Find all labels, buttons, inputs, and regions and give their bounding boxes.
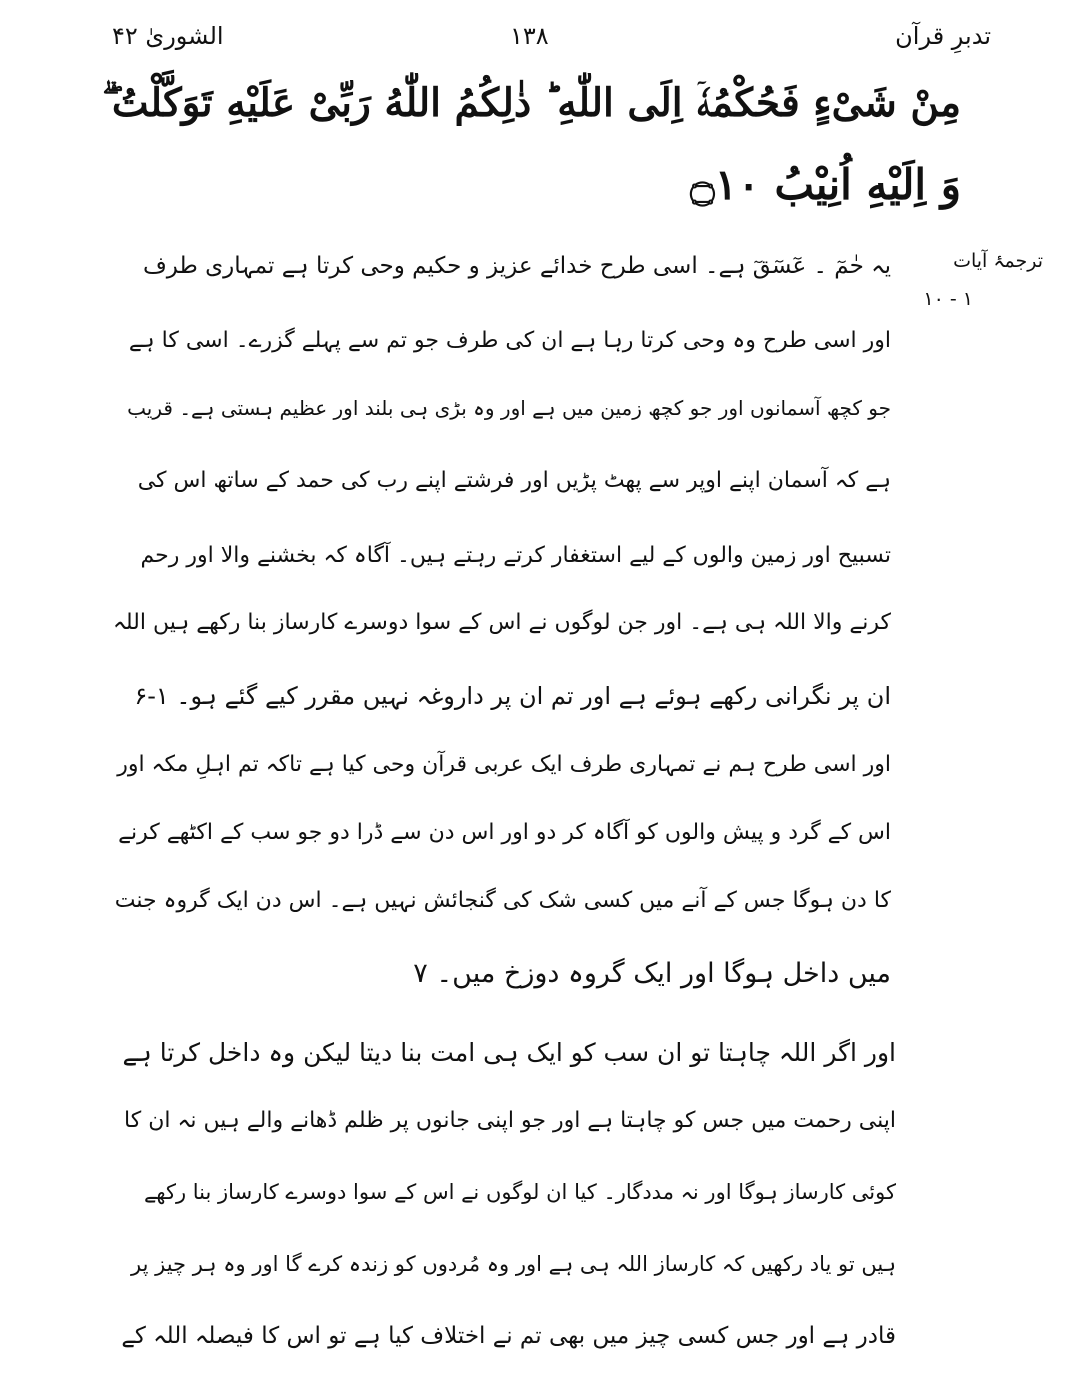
margin-verse-range: ۱ - ۱۰ xyxy=(923,288,973,310)
text-line: تسبیح اور زمین والوں کے لیے استغفار کرتے رہتے ہیں۔ آگاہ کہ بخشنے والا اور رحم xyxy=(140,543,891,568)
text-line: قادر ہے اور جس کسی چیز میں بھی تم نے اختلاف کیا ہے تو اس کا فیصلہ اللہ کے xyxy=(121,1323,896,1349)
arabic-verse-line-2: وَ اِلَیْهِ اُنِیْبُ ۝۱۰ xyxy=(690,160,961,209)
text-line: اپنی رحمت میں جس کو چاہتا ہے اور جو اپنی جانوں پر ظلم ڈھانے والے ہیں نہ ان کا xyxy=(124,1108,896,1133)
text-line: ہیں تو یاد رکھیں کہ کارساز اللہ ہی ہے اور وہ مُردوں کو زندہ کرے گا اور وہ ہر چیز پر xyxy=(131,1252,896,1276)
text-line: اور اسی طرح ہم نے تمہاری طرف ایک عربی قرآن وحی کیا ہے تاکہ تم اہلِ مکہ اور xyxy=(117,752,891,777)
text-line: ان پر نگرانی رکھے ہوئے ہے اور تم ان پر داروغہ نہیں مقرر کیے گئے ہو۔ ۱-۶ xyxy=(134,682,891,710)
text-line: اس کے گرد و پیش والوں کو آگاہ کر دو اور اس دن سے ڈرا دو جو سب کے اکٹھے کرنے xyxy=(118,820,891,845)
page-number: ۱۳۸ xyxy=(510,22,549,50)
text-line: اور اگر اللہ چاہتا تو ان سب کو ایک ہی امت بنا دیتا لیکن وہ داخل کرتا ہے xyxy=(122,1038,896,1067)
book-title: تدبرِ قرآن xyxy=(895,22,991,50)
text-line: ہے کہ آسمان اپنے اوپر سے پھٹ پڑیں اور فرشتے اپنے رب کی حمد کے ساتھ اس کی xyxy=(137,468,891,493)
text-line: کرنے والا اللہ ہی ہے۔ اور جن لوگوں نے اس کے سوا دوسرے کارساز بنا رکھے ہیں اللہ xyxy=(112,610,891,635)
text-line: اور اسی طرح وہ وحی کرتا رہا ہے ان کی طرف جو تم سے پہلے گزرے۔ اسی کا ہے xyxy=(128,328,891,353)
arabic-verse-line-1: مِنْ شَیْءٍ فَحُكْمُهٗۤ اِلَى اللّٰهِ ؕ ذٰلِكُمُ اللّٰهُ رَبِّیْ عَلَیْهِ تَوَكَّلْتُ ۖۗ xyxy=(102,80,961,126)
text-line: کوئی کارساز ہوگا اور نہ مددگار۔ کیا ان لوگوں نے اس کے سوا دوسرے کارساز بنا رکھے xyxy=(143,1180,896,1204)
margin-heading: ترجمۂ آیات xyxy=(953,250,1043,272)
text-line: جو کچھ آسمانوں اور جو کچھ زمین میں ہے اور وہ بڑی ہی بلند اور عظیم ہستی ہے۔ قریب xyxy=(127,396,891,420)
text-line: کا دن ہوگا جس کے آنے میں کسی شک کی گنجائش نہیں ہے۔ اس دن ایک گروہ جنت xyxy=(114,888,891,913)
surah-name: الشوریٰ ۴۲ xyxy=(112,22,224,50)
text-line: میں داخل ہوگا اور ایک گروہ دوزخ میں۔ ۷ xyxy=(413,958,891,989)
text-line: یہ حٰمٓ ۔ عٓسٓقٓ ہے۔ اسی طرح خدائے عزیز و حکیم وحی کرتا ہے تمہاری طرف xyxy=(142,253,891,279)
